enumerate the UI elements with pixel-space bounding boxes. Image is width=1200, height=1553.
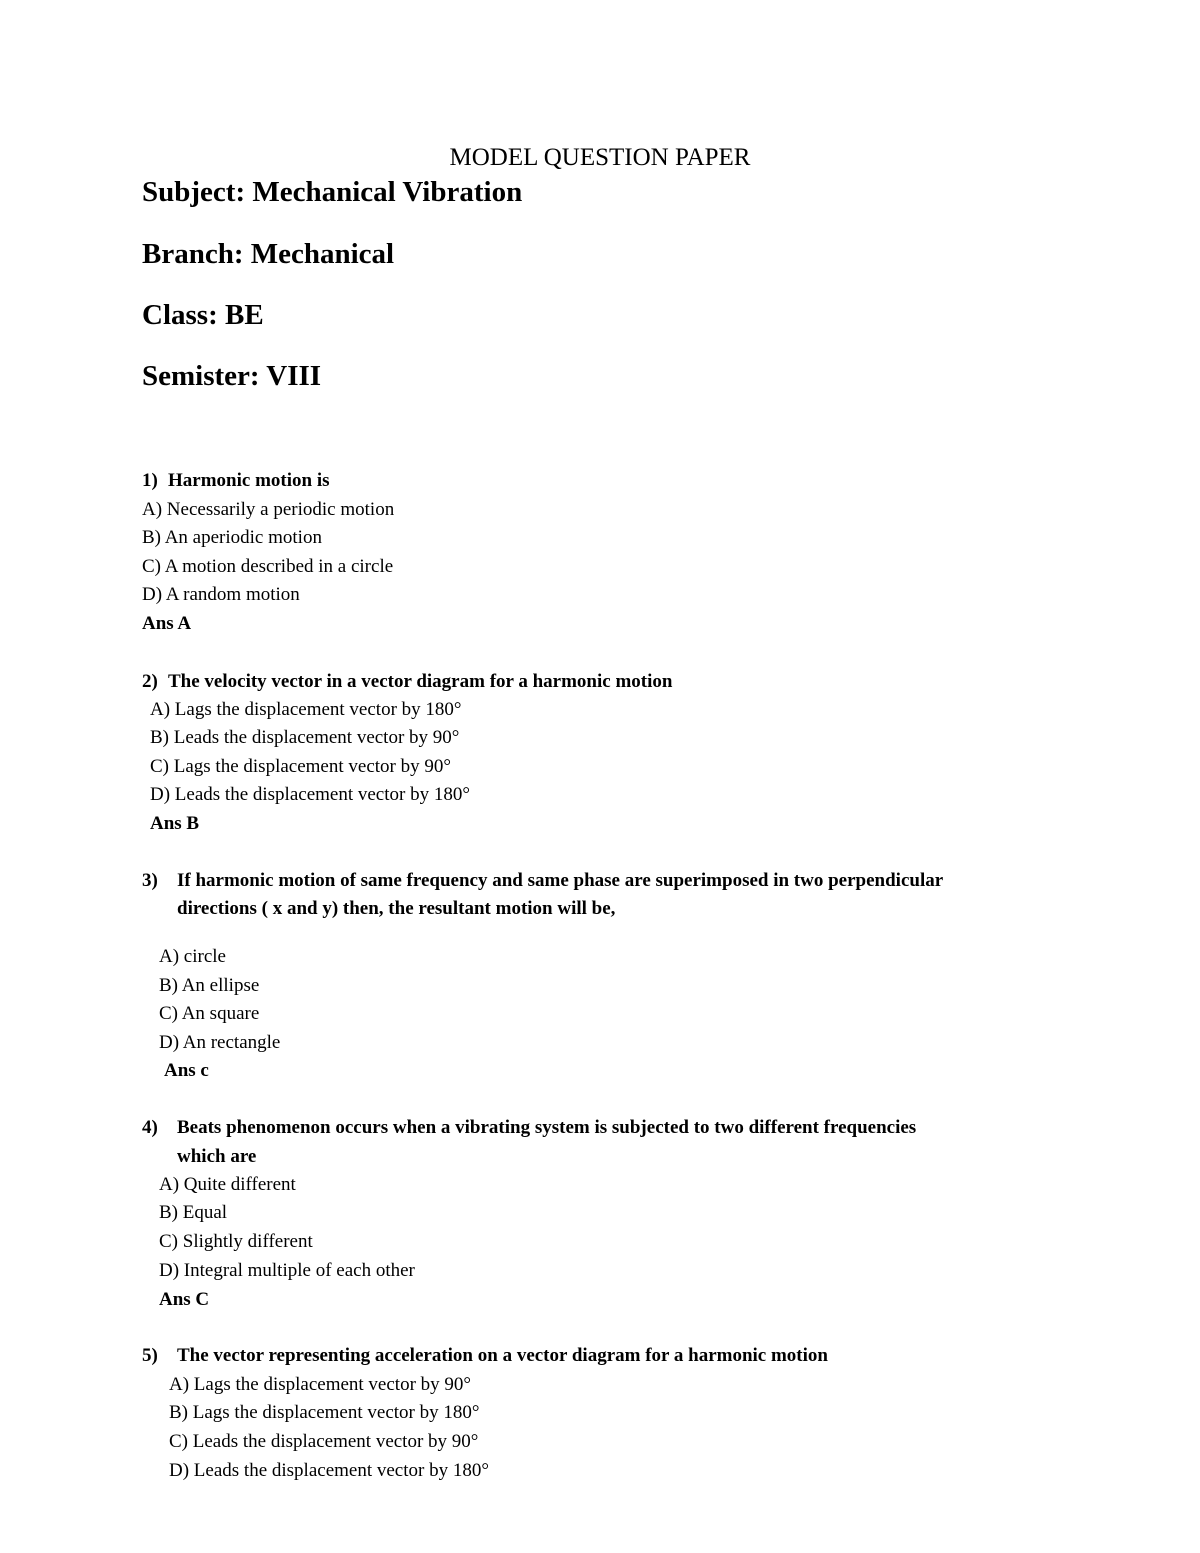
option-b: B) An aperiodic motion <box>142 527 322 548</box>
option-d: D) An rectangle <box>159 1032 281 1053</box>
option-b: B) An ellipse <box>159 975 260 996</box>
option-c: C) An square <box>159 1003 260 1024</box>
question-1 <box>142 469 330 493</box>
option-d: D) Leads the displacement vector by 180° <box>169 1460 489 1481</box>
question-number: 3) <box>142 870 158 891</box>
branch-line: Branch: Mechanical <box>142 238 395 270</box>
option-d: D) Leads the displacement vector by 180° <box>150 784 470 805</box>
subject-line: Subject: Mechanical Vibration <box>142 176 523 208</box>
question-number: 1) <box>142 470 158 491</box>
option-d: D) Integral multiple of each other <box>159 1260 415 1281</box>
question-text: The velocity vector in a vector diagram for a harmonic motion <box>168 671 673 692</box>
question-3 <box>142 869 943 893</box>
answer: Ans A <box>142 613 192 634</box>
question-3-continuation: directions ( x and y) then, the resultant motion will be, <box>177 898 616 919</box>
paper-title: MODEL QUESTION PAPER <box>449 144 751 171</box>
answer: Ans C <box>159 1289 210 1310</box>
option-d: D) A random motion <box>142 584 300 605</box>
question-number: 4) <box>142 1117 158 1138</box>
option-a: A) Lags the displacement vector by 90° <box>169 1374 472 1395</box>
option-a: A) Quite different <box>159 1174 296 1195</box>
option-b: B) Equal <box>159 1202 228 1223</box>
answer: Ans B <box>150 813 200 834</box>
option-b: B) Lags the displacement vector by 180° <box>169 1402 480 1423</box>
question-text: Harmonic motion is <box>168 470 330 491</box>
question-number: 2) <box>142 671 158 692</box>
question-4 <box>142 1116 916 1140</box>
option-a: A) circle <box>159 946 226 967</box>
option-c: C) Leads the displacement vector by 90° <box>169 1431 479 1452</box>
option-a: A) Necessarily a periodic motion <box>142 499 395 520</box>
question-2 <box>142 670 672 694</box>
option-a: A) Lags the displacement vector by 180° <box>150 699 462 720</box>
class-line: Class: BE <box>142 299 264 331</box>
question-text: If harmonic motion of same frequency and same phase are superimposed in two perpendicular <box>177 870 944 891</box>
option-c: C) Lags the displacement vector by 90° <box>150 756 451 777</box>
question-5 <box>142 1344 828 1368</box>
semester-line: Semister: VIII <box>142 360 322 392</box>
question-text: Beats phenomenon occurs when a vibrating system is subjected to two different frequencies <box>177 1117 917 1138</box>
answer: Ans c <box>164 1060 209 1081</box>
question-number: 5) <box>142 1345 158 1366</box>
question-4-continuation: which are <box>177 1146 257 1167</box>
question-text: The vector representing acceleration on a vector diagram for a harmonic motion <box>177 1345 828 1366</box>
option-c: C) Slightly different <box>159 1231 313 1252</box>
option-c: C) A motion described in a circle <box>142 556 394 577</box>
option-b: B) Leads the displacement vector by 90° <box>150 727 460 748</box>
